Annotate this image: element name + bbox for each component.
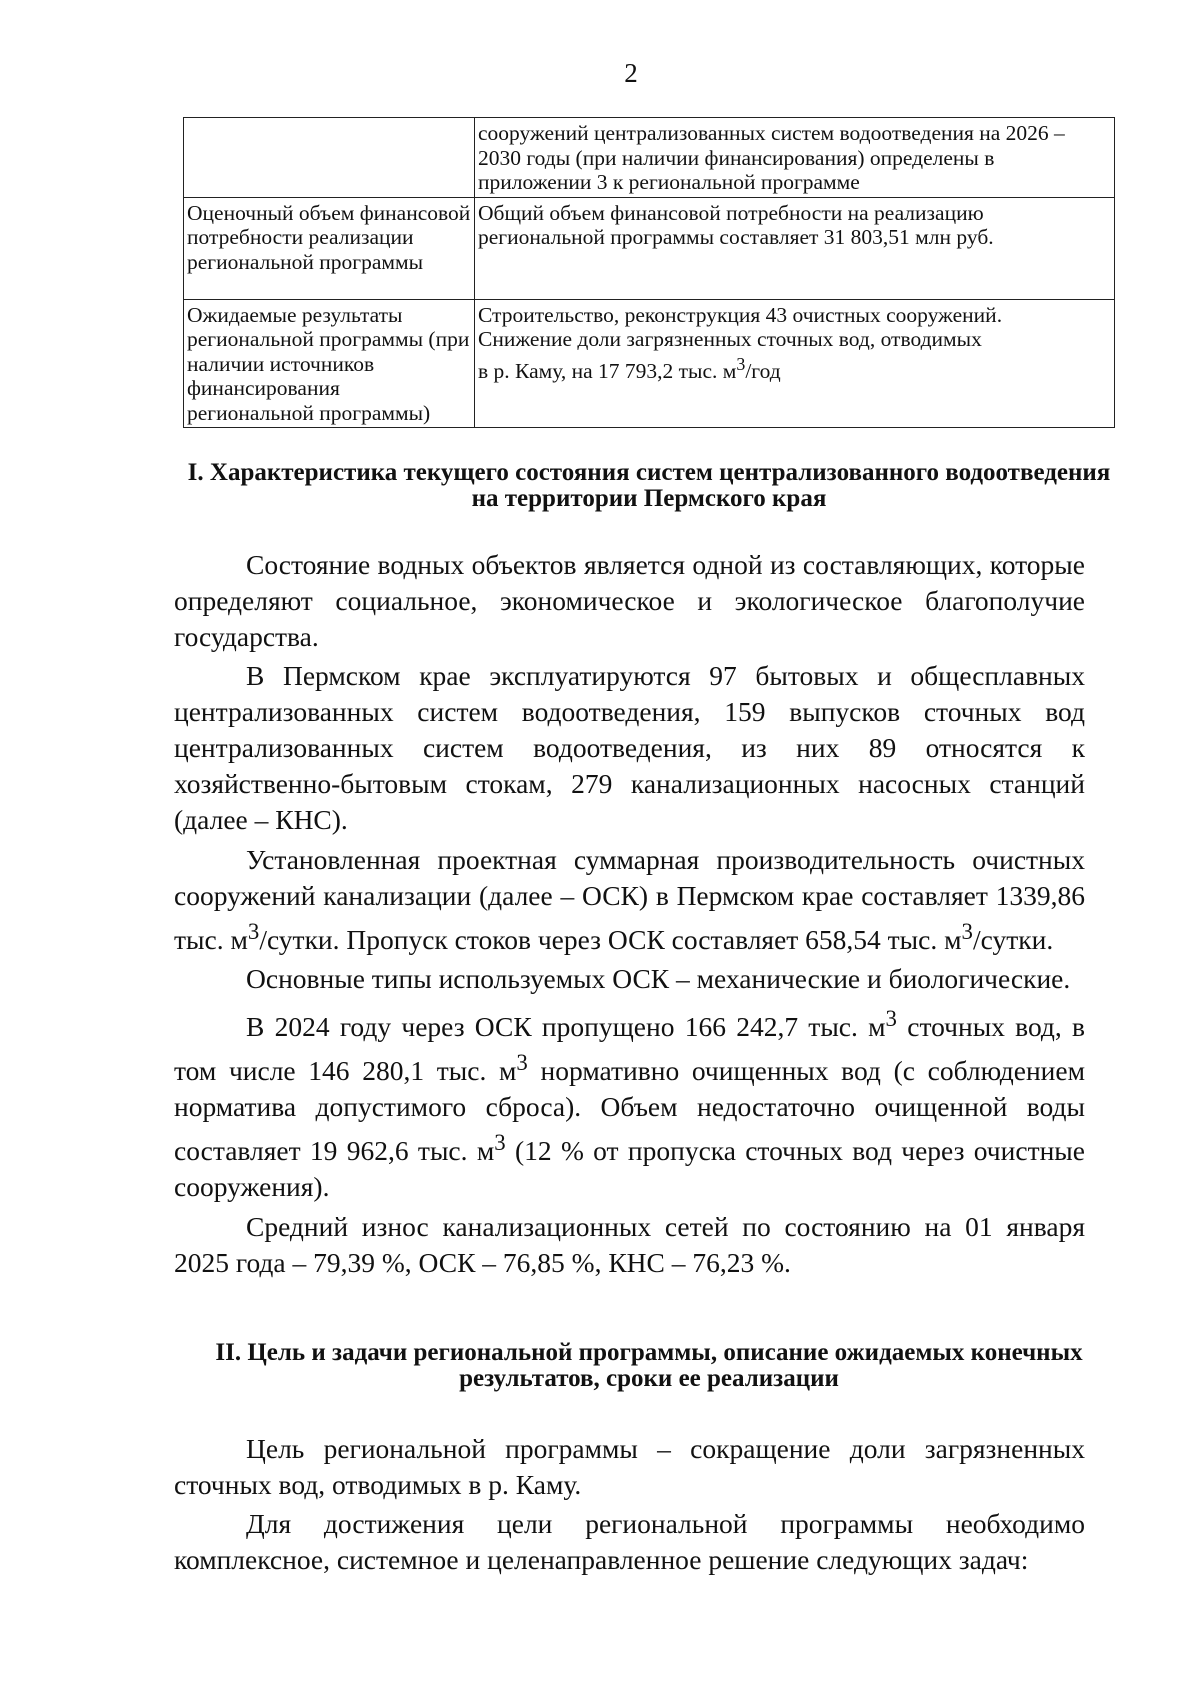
- text-run: сточных вод, в том числе 146 280,1 тыс. м: [174, 1010, 1086, 1087]
- page-number: 2: [624, 58, 638, 88]
- paragraph: Для достижения цели региональной программы необходимо комплексное, системное и целенаправленное решение следующих задач:: [174, 1508, 1085, 1576]
- paragraph: [174, 1001, 1085, 1205]
- superscript: 3: [961, 918, 973, 944]
- table-row: [184, 299, 1115, 428]
- text-run: В 2024 году через ОСК пропущено 166 242,7 тыс. м: [246, 1010, 886, 1042]
- table-row: [184, 118, 1115, 198]
- text-run: нормативно очищенных вод (с соблюдением норматива допустимого сброса). Объем недостаточно очищенной воды составляет 19 962,6 тыс. м: [174, 1055, 1085, 1167]
- table-cell-label: Оценочный объем финансовой потребности реализации региональной программы: [184, 197, 475, 299]
- expected-result-line: /год: [745, 358, 781, 383]
- table-cell-label: [184, 118, 475, 198]
- paragraph: Состояние водных объектов является одной из составляющих, которые определяют социальное, экономическое и экологическое благополучие государства.: [174, 549, 1085, 652]
- text-run: /сутки.: [972, 923, 1054, 955]
- text-run: Установленная проектная суммарная производительность очистных сооружений канализации (далее – ОСК) в Пермском крае составляет 1339,86 тыс. м: [174, 843, 1085, 955]
- text-run: (12 % от пропуска сточных вод через очистные сооружения).: [174, 1135, 1085, 1203]
- table-cell-label: Ожидаемые результаты региональной программы (при наличии источников финансирования региональной программы): [184, 299, 475, 428]
- superscript: 3: [247, 918, 260, 944]
- section-body: [174, 547, 1085, 1281]
- summary-table: [183, 117, 1115, 428]
- paragraph: Основные типы используемых ОСК – механические и биологические.: [246, 963, 1071, 995]
- superscript: 3: [885, 1005, 897, 1031]
- superscript: 3: [736, 353, 746, 374]
- expected-result-line: Строительство, реконструкция 43 очистных сооружений.: [478, 302, 1003, 327]
- section-heading: I. Характеристика текущего состояния систем централизованного водоотведения на территории Пермского края: [187, 459, 1111, 512]
- section-heading: II. Цель и задачи региональной программы, описание ожидаемых конечных результатов, сроки ее реализации: [215, 1339, 1083, 1392]
- table-cell-value: сооружений централизованных систем водоотведения на 2026 – 2030 годы (при наличии финансирования) определены в приложении 3 к региональной программе: [475, 118, 1115, 198]
- superscript: 3: [494, 1130, 506, 1156]
- paragraph: Средний износ канализационных сетей по состоянию на 01 января 2025 года – 79,39 %, ОСК – 76,85 %, КНС – 76,23 %.: [174, 1210, 1085, 1278]
- section-body: [174, 1431, 1085, 1578]
- paragraph: Цель региональной программы – сокращение доли загрязненных сточных вод, отводимых в р. Каму.: [174, 1433, 1085, 1500]
- superscript: 3: [516, 1049, 528, 1075]
- table-cell-value: [475, 299, 1115, 428]
- table-row: [184, 197, 1115, 299]
- text-run: /сутки. Пропуск стоков через ОСК составляет 658,54 тыс. м: [259, 923, 962, 955]
- expected-result-line: Снижение доли загрязненных сточных вод, отводимых: [478, 327, 982, 351]
- paragraph: [174, 842, 1085, 958]
- expected-result-line: в р. Каму, на 17 793,2 тыс. м: [478, 358, 737, 383]
- table-cell-value: Общий объем финансовой потребности на реализацию региональной программы составляет 31 803,51 млн руб.: [475, 197, 1115, 299]
- paragraph: В Пермском крае эксплуатируются 97 бытовых и общесплавных централизованных систем водоотведения, 159 выпусков сточных вод централизованных систем водоотведения, из них 89 относятся к хозяйственно-бытовым стокам, 279 канализационных насосных станций (далее – КНС).: [174, 660, 1085, 836]
